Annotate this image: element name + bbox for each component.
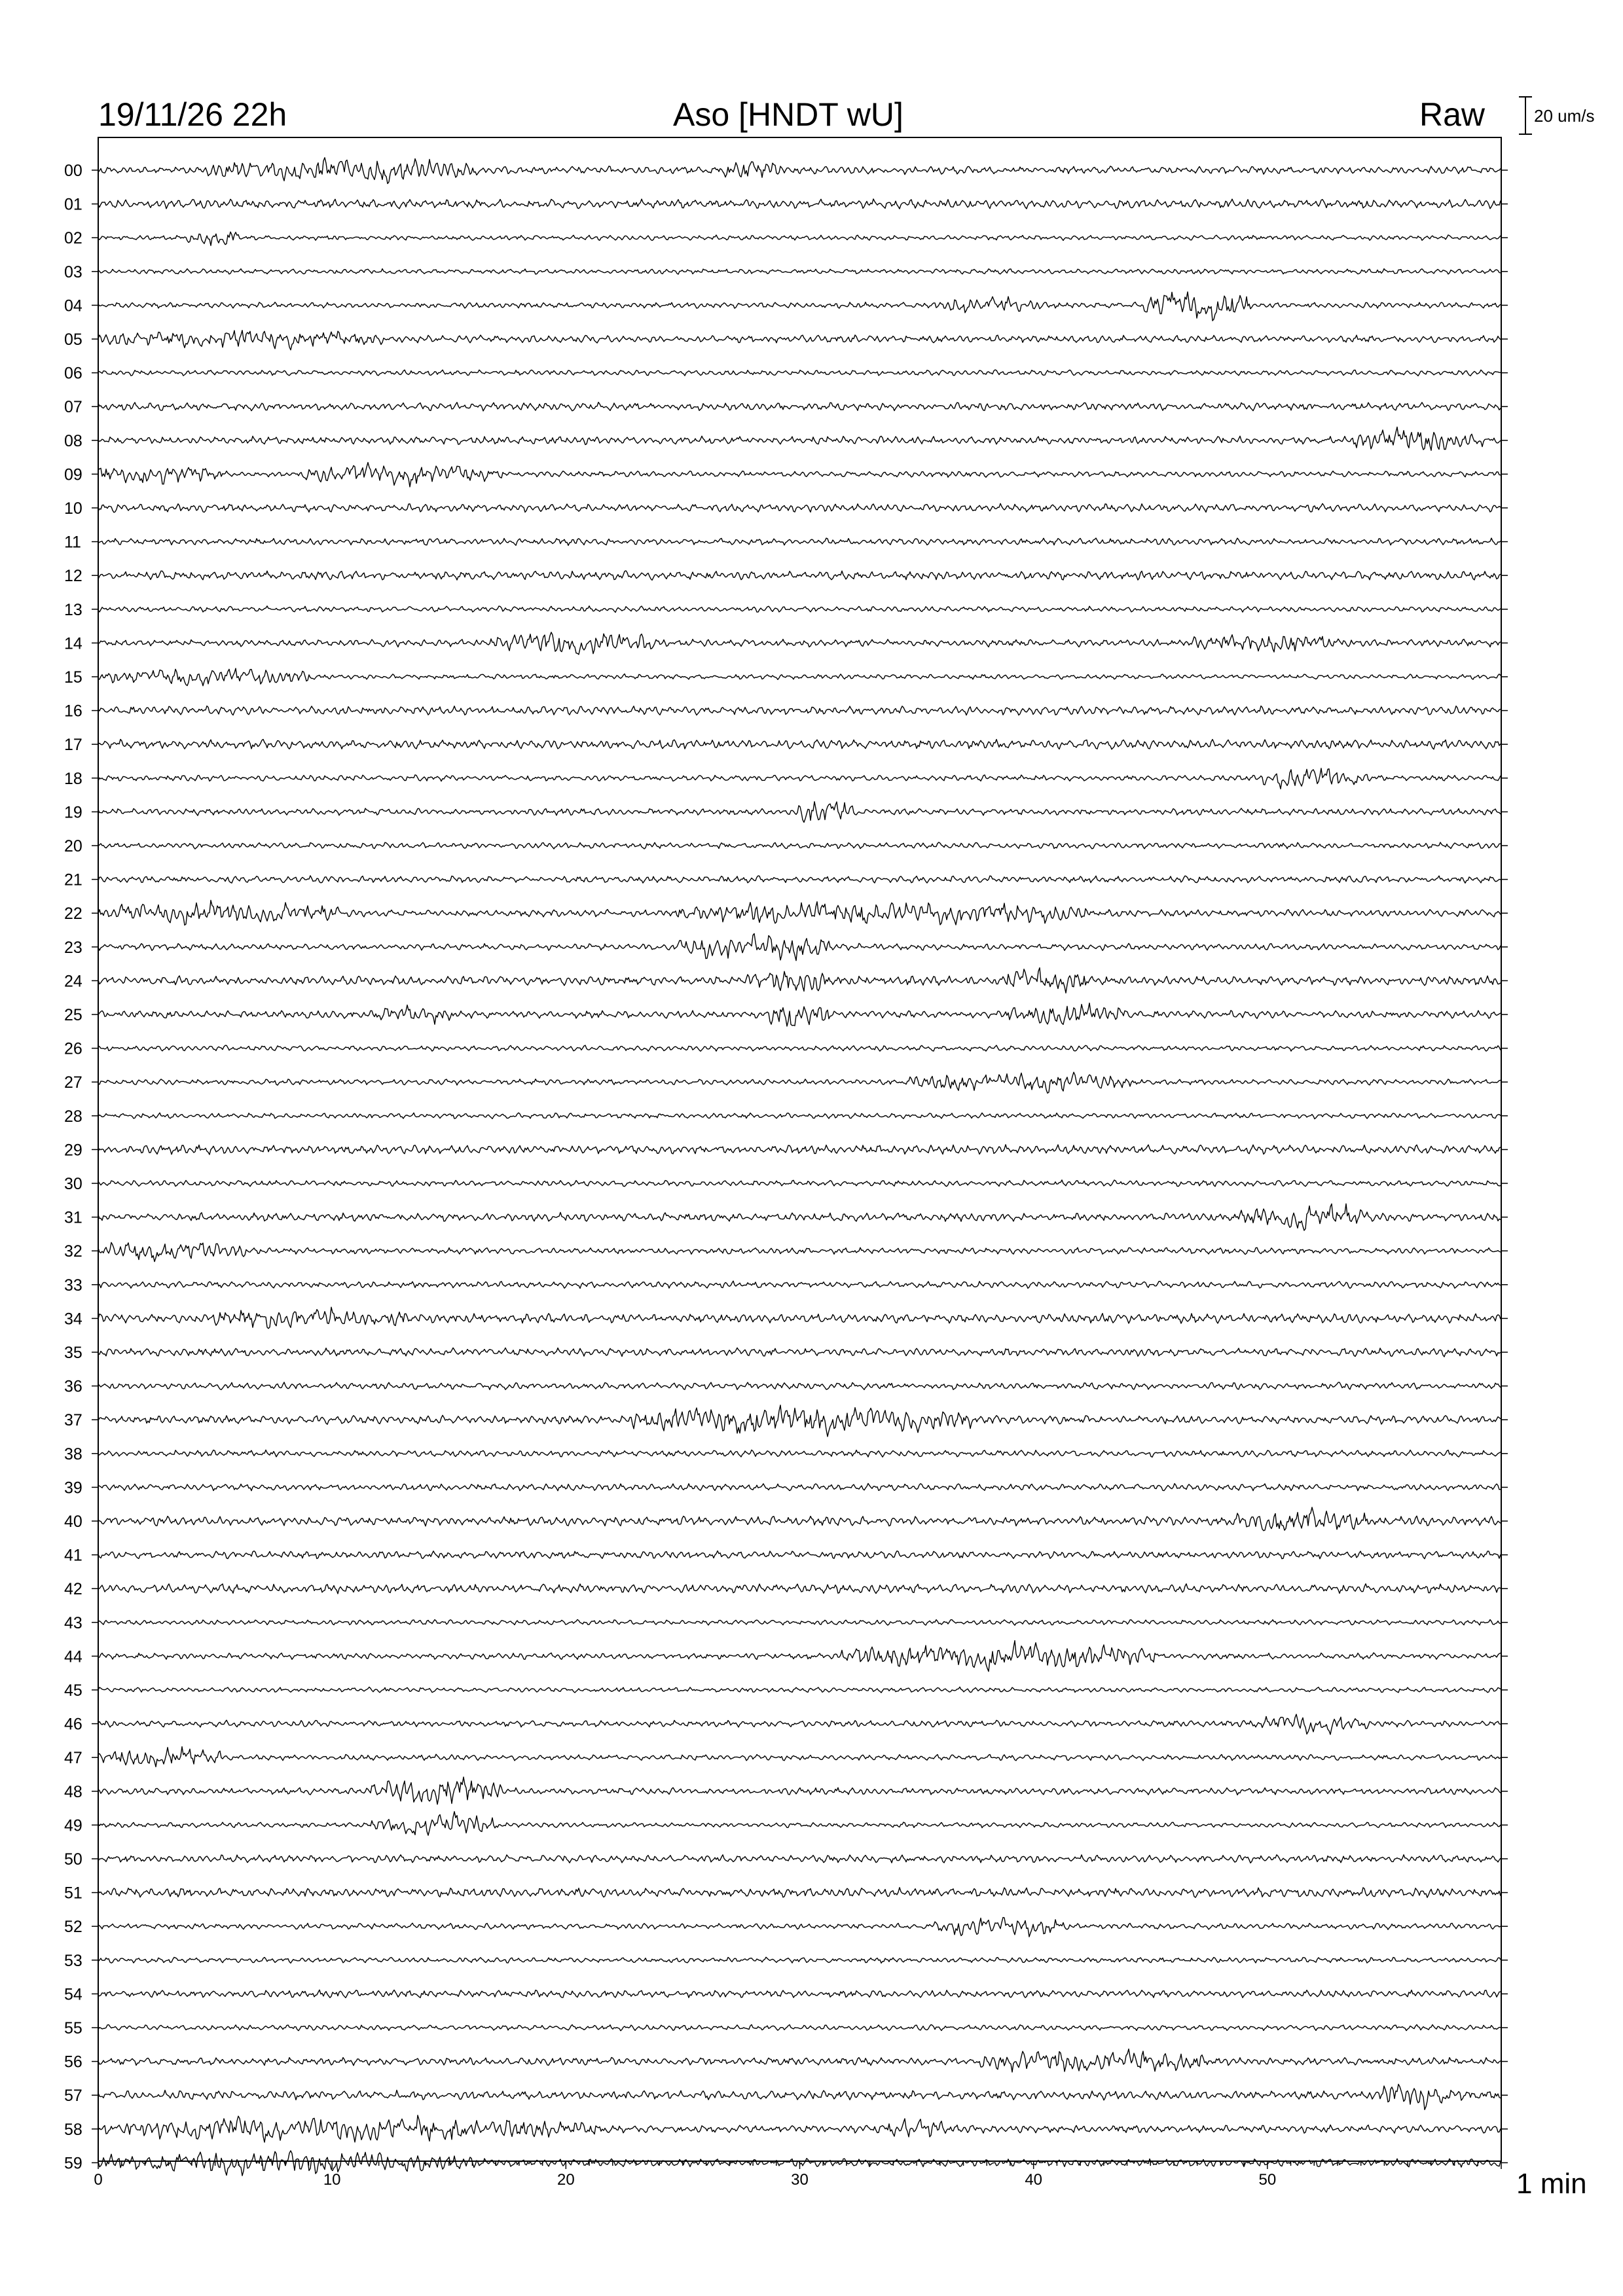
row-label-53: 53 bbox=[64, 1951, 82, 1970]
trace-row-09 bbox=[98, 463, 1501, 487]
trace-row-34 bbox=[98, 1307, 1501, 1329]
row-label-35: 35 bbox=[64, 1344, 82, 1362]
row-label-58: 58 bbox=[64, 2120, 82, 2139]
trace-row-13 bbox=[98, 606, 1501, 613]
trace-row-19 bbox=[98, 802, 1501, 823]
row-label-15: 15 bbox=[64, 668, 82, 687]
trace-row-55 bbox=[98, 2024, 1501, 2030]
trace-row-32 bbox=[98, 1242, 1501, 1261]
trace-row-38 bbox=[98, 1450, 1501, 1457]
trace-row-16 bbox=[98, 706, 1501, 715]
chart-title: Aso [HNDT wU] bbox=[673, 96, 903, 133]
row-label-24: 24 bbox=[64, 972, 82, 991]
row-label-21: 21 bbox=[64, 870, 82, 889]
row-label-18: 18 bbox=[64, 769, 82, 788]
trace-row-53 bbox=[98, 1957, 1501, 1963]
trace-row-03 bbox=[98, 269, 1501, 274]
trace-row-23 bbox=[98, 933, 1501, 960]
trace-row-56 bbox=[98, 2049, 1501, 2072]
row-label-50: 50 bbox=[64, 1850, 82, 1869]
mode-label: Raw bbox=[1419, 96, 1486, 133]
trace-row-22 bbox=[98, 901, 1501, 925]
trace-row-04 bbox=[98, 292, 1501, 321]
trace-row-26 bbox=[98, 1045, 1501, 1051]
trace-row-12 bbox=[98, 571, 1501, 580]
trace-row-52 bbox=[98, 1918, 1501, 1937]
row-label-25: 25 bbox=[64, 1006, 82, 1024]
row-label-10: 10 bbox=[64, 499, 82, 518]
row-label-17: 17 bbox=[64, 736, 82, 755]
row-label-07: 07 bbox=[64, 398, 82, 417]
row-label-14: 14 bbox=[64, 634, 82, 653]
row-label-04: 04 bbox=[64, 296, 82, 315]
x-tick-label-0: 0 bbox=[94, 2171, 103, 2189]
trace-row-05 bbox=[98, 331, 1501, 350]
trace-row-31 bbox=[98, 1204, 1501, 1230]
trace-row-01 bbox=[98, 199, 1501, 209]
row-label-48: 48 bbox=[64, 1782, 82, 1801]
trace-row-24 bbox=[98, 968, 1501, 994]
row-label-42: 42 bbox=[64, 1580, 82, 1599]
trace-row-37 bbox=[98, 1405, 1501, 1437]
row-label-00: 00 bbox=[64, 162, 82, 180]
row-label-49: 49 bbox=[64, 1816, 82, 1835]
row-label-group bbox=[64, 162, 82, 2172]
row-label-44: 44 bbox=[64, 1647, 82, 1666]
row-label-51: 51 bbox=[64, 1884, 82, 1903]
row-label-45: 45 bbox=[64, 1681, 82, 1700]
trace-row-30 bbox=[98, 1180, 1501, 1187]
row-label-32: 32 bbox=[64, 1242, 82, 1261]
row-label-26: 26 bbox=[64, 1039, 82, 1058]
row-label-38: 38 bbox=[64, 1444, 82, 1463]
trace-row-08 bbox=[98, 427, 1501, 450]
row-label-59: 59 bbox=[64, 2154, 82, 2173]
trace-row-27 bbox=[98, 1072, 1501, 1093]
row-label-12: 12 bbox=[64, 567, 82, 586]
trace-row-10 bbox=[98, 503, 1501, 512]
trace-row-44 bbox=[98, 1641, 1501, 1672]
row-label-37: 37 bbox=[64, 1411, 82, 1430]
row-label-06: 06 bbox=[64, 364, 82, 383]
x-axis bbox=[94, 2161, 1501, 2189]
trace-row-42 bbox=[98, 1584, 1501, 1594]
trace-row-15 bbox=[98, 668, 1501, 686]
row-label-13: 13 bbox=[64, 600, 82, 619]
row-label-55: 55 bbox=[64, 2019, 82, 2037]
trace-row-58 bbox=[98, 2115, 1501, 2142]
trace-row-25 bbox=[98, 1003, 1501, 1026]
row-label-40: 40 bbox=[64, 1513, 82, 1531]
trace-row-00 bbox=[98, 158, 1501, 184]
trace-row-47 bbox=[98, 1747, 1501, 1767]
trace-row-06 bbox=[98, 370, 1501, 376]
row-label-41: 41 bbox=[64, 1546, 82, 1565]
trace-row-07 bbox=[98, 403, 1501, 411]
row-label-56: 56 bbox=[64, 2053, 82, 2072]
x-unit-label: 1 min bbox=[1516, 2168, 1587, 2200]
row-label-01: 01 bbox=[64, 195, 82, 214]
x-tick-label-30: 30 bbox=[791, 2171, 809, 2189]
row-label-02: 02 bbox=[64, 229, 82, 248]
row-label-09: 09 bbox=[64, 465, 82, 484]
x-tick-label-50: 50 bbox=[1258, 2171, 1277, 2189]
row-label-16: 16 bbox=[64, 702, 82, 721]
row-label-33: 33 bbox=[64, 1276, 82, 1295]
trace-row-20 bbox=[98, 842, 1501, 849]
trace-row-57 bbox=[98, 2084, 1501, 2109]
trace-row-45 bbox=[98, 1687, 1501, 1693]
row-label-11: 11 bbox=[64, 533, 81, 552]
trace-row-35 bbox=[98, 1348, 1501, 1357]
row-label-47: 47 bbox=[64, 1749, 82, 1768]
trace-row-11 bbox=[98, 538, 1501, 545]
row-label-08: 08 bbox=[64, 431, 82, 450]
trace-row-14 bbox=[98, 632, 1501, 655]
row-label-23: 23 bbox=[64, 938, 82, 957]
row-label-34: 34 bbox=[64, 1310, 82, 1329]
row-label-46: 46 bbox=[64, 1715, 82, 1734]
trace-row-28 bbox=[98, 1113, 1501, 1119]
trace-group bbox=[92, 158, 1508, 2176]
row-label-28: 28 bbox=[64, 1107, 82, 1126]
row-label-54: 54 bbox=[64, 1985, 82, 2004]
amplitude-scale-label: 20 um/s bbox=[1534, 106, 1595, 126]
trace-row-51 bbox=[98, 1888, 1501, 1897]
row-label-29: 29 bbox=[64, 1141, 82, 1160]
trace-row-39 bbox=[98, 1484, 1501, 1491]
trace-row-21 bbox=[98, 876, 1501, 883]
row-label-39: 39 bbox=[64, 1479, 82, 1498]
row-label-22: 22 bbox=[64, 905, 82, 924]
trace-row-48 bbox=[98, 1777, 1501, 1804]
trace-row-46 bbox=[98, 1714, 1501, 1734]
trace-row-33 bbox=[98, 1281, 1501, 1288]
row-label-57: 57 bbox=[64, 2087, 82, 2106]
x-tick-label-40: 40 bbox=[1025, 2171, 1043, 2189]
row-label-27: 27 bbox=[64, 1073, 82, 1092]
date-hour-label: 19/11/26 22h bbox=[98, 96, 287, 133]
row-label-43: 43 bbox=[64, 1613, 82, 1632]
trace-row-40 bbox=[98, 1507, 1501, 1531]
row-label-05: 05 bbox=[64, 331, 82, 349]
row-label-52: 52 bbox=[64, 1918, 82, 1937]
row-label-30: 30 bbox=[64, 1175, 82, 1193]
trace-row-49 bbox=[98, 1812, 1501, 1835]
trace-row-02 bbox=[98, 232, 1501, 245]
trace-row-29 bbox=[98, 1145, 1501, 1155]
trace-row-18 bbox=[98, 768, 1501, 789]
x-tick-label-20: 20 bbox=[556, 2171, 575, 2189]
trace-row-36 bbox=[98, 1382, 1501, 1390]
trace-row-43 bbox=[98, 1620, 1501, 1626]
row-label-36: 36 bbox=[64, 1377, 82, 1396]
row-label-20: 20 bbox=[64, 837, 82, 855]
trace-row-41 bbox=[98, 1551, 1501, 1559]
row-label-03: 03 bbox=[64, 262, 82, 281]
x-tick-label-10: 10 bbox=[323, 2171, 341, 2189]
row-label-31: 31 bbox=[64, 1208, 82, 1227]
trace-row-50 bbox=[98, 1855, 1501, 1863]
trace-row-54 bbox=[98, 1990, 1501, 1998]
row-label-19: 19 bbox=[64, 803, 82, 822]
trace-row-17 bbox=[98, 740, 1501, 749]
